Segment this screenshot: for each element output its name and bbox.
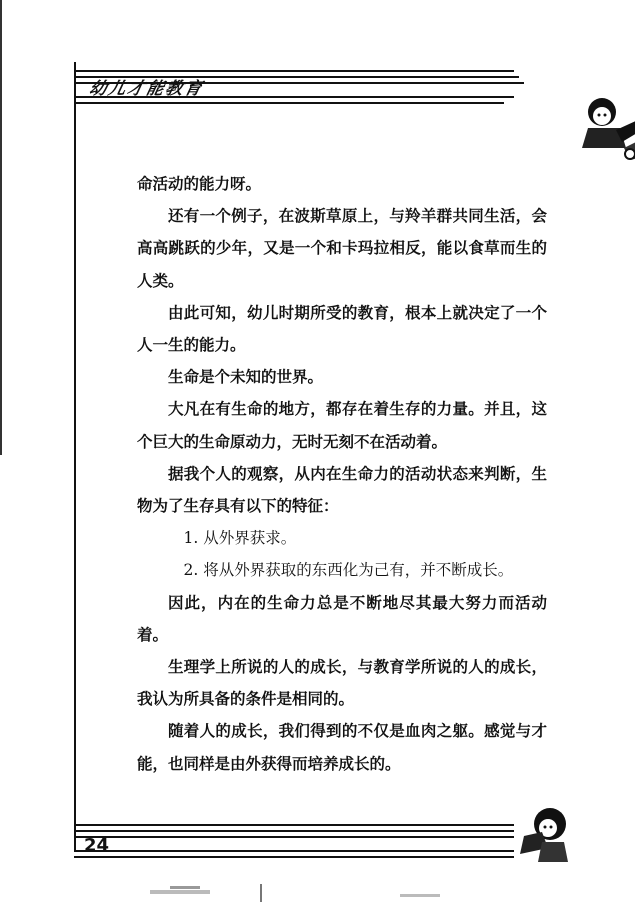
list-item: 2. 将从外界获取的东西化为己有，并不断成长。	[183, 561, 514, 580]
header-title: 幼儿才能教育	[87, 79, 206, 99]
paragraph: 由此可知，幼儿时期所受的教育，根本上就决定了一个人一生的能力。	[137, 302, 547, 355]
page-number: 24	[84, 835, 110, 856]
margin-rule	[74, 62, 76, 852]
list-item: 1. 从外界获求。	[183, 529, 297, 548]
paragraph: 生理学上所说的人的成长，与教育学所说的人的成长，我认为所具备的条件是相同的。	[137, 657, 547, 709]
paragraph: 大凡在有生命的地方，都存在着生存的力量。并且，这个巨大的生命原动力，无时无刻不在活动着。	[137, 399, 547, 451]
scan-artifacts	[120, 880, 450, 910]
page-header	[74, 62, 574, 102]
cartoon-child-icon	[512, 802, 576, 866]
paragraph: 随着人的成长，我们得到的不仅是血肉之躯。感觉与才能，也同样是由外获得而培养成长的。	[137, 721, 547, 773]
paragraph: 因此，内在的生命力总是不断地尽其最大努力而活动着。	[137, 592, 547, 644]
page-edge-shadow	[0, 0, 2, 455]
paragraph: 据我个人的观察，从内在生命力的活动状态来判断，生物为了生存具有以下的特征：	[137, 463, 547, 516]
paragraph: 命活动的能力呀。	[137, 174, 262, 193]
cartoon-child-icon	[572, 90, 635, 170]
body-text	[137, 168, 547, 780]
paragraph: 生命是个未知的世界。	[168, 367, 324, 387]
paragraph: 还有一个例子，在波斯草原上，与羚羊群共同生活，会高高跳跃的少年，又是一个和卡玛拉相反，能以食草而生的人类。	[137, 206, 547, 290]
page-footer	[74, 820, 574, 860]
